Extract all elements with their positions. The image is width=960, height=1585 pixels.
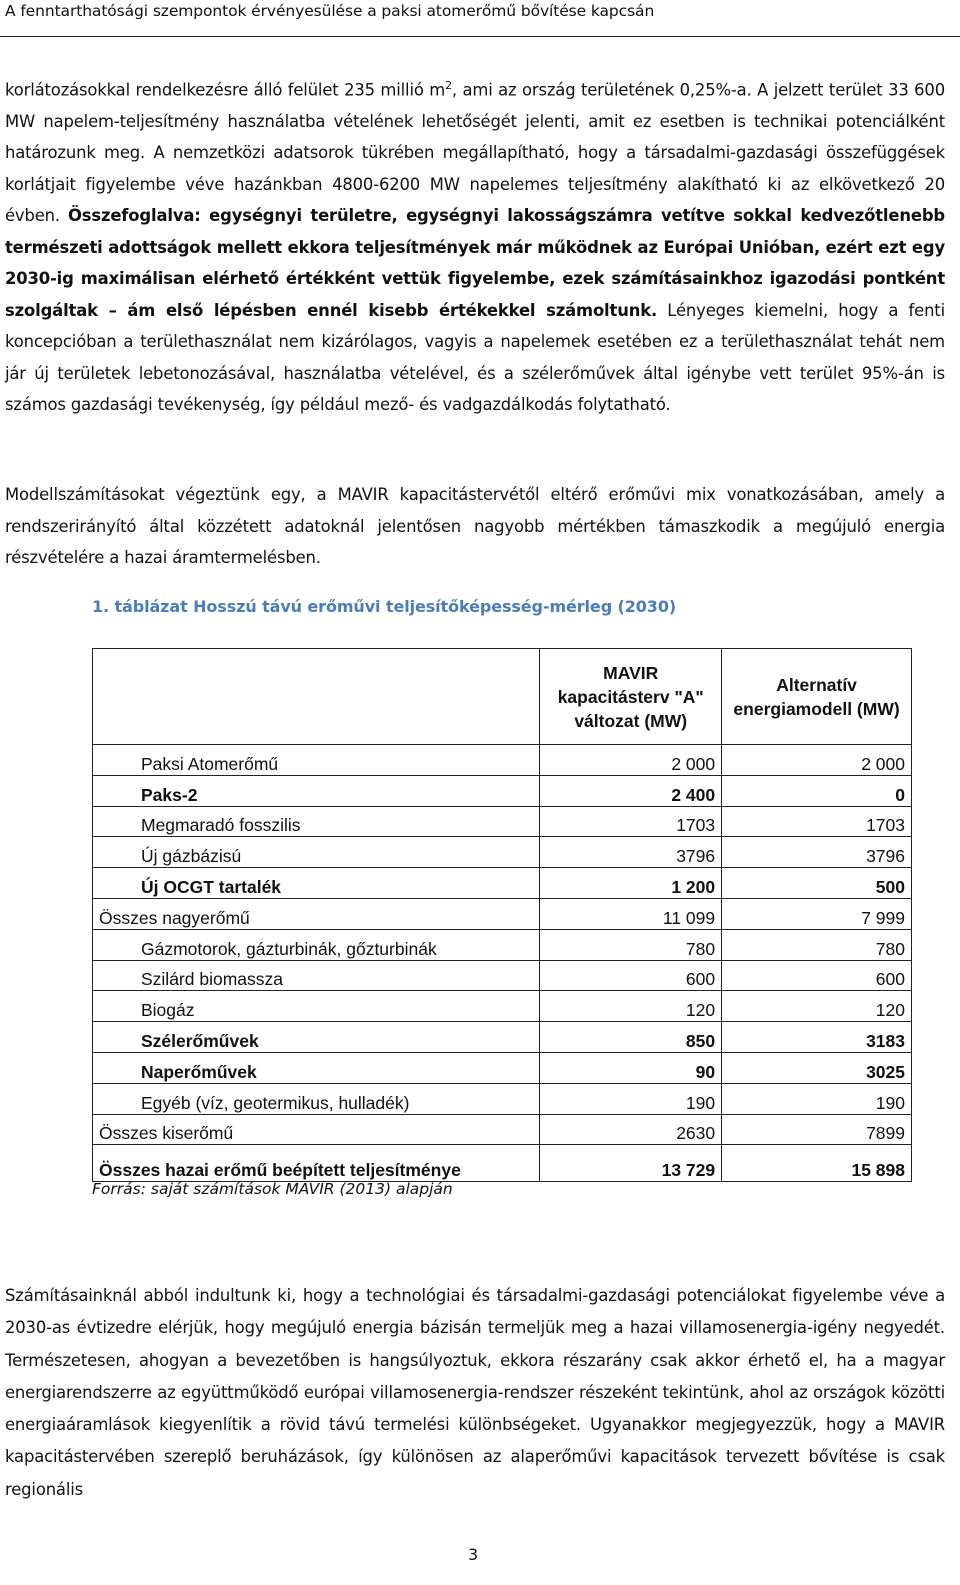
- row-value-alternative: 190: [722, 1083, 912, 1114]
- table-row: [93, 868, 912, 899]
- paragraph-1-bold-summary: Összefoglalva: egységnyi területre, egységnyi lakosságszámra vetítve sokkal kedvezőtlenebb természeti adottságok mellett ekkora teljesítmények már működnek az Európai Unióban, ezért ezt egy 2030-ig maximálisan elérhető értékként vettük figyelembe, ezek számításainkhoz igazodási pontként szolgáltak – ám első lépésben ennél kisebb értékekkel számoltunk.: [5, 206, 945, 320]
- row-value-alternative: 780: [722, 929, 912, 960]
- table-row: [93, 1083, 912, 1114]
- row-value-alternative: 3796: [722, 837, 912, 868]
- row-label: Összes nagyerőmű: [93, 898, 540, 929]
- header-alternative: Alternatív energiamodell (MW): [722, 649, 912, 745]
- table-row: [93, 837, 912, 868]
- row-value-mavir: 90: [540, 1052, 722, 1083]
- page-header: A fenntarthatósági szempontok érvényesülése a paksi atomerőmű bővítése kapcsán: [5, 2, 655, 20]
- paragraph-1-part-b: , ami az ország területének 0,25%-a. A jelzett terület 33 600 MW napelem-teljesítmény használatba vételének lehetőségét jelenti, amit ez esetben is technikai potenciálként határozunk meg. A nemzetközi adatsorok tükrében megállapítható, hogy a társadalmi-gazdasági összefüggések korlátjait figyelembe véve hazánkban 4800-6200 MW napelemes teljesítmény alakítható ki az elkövetkező 20 évben.: [5, 80, 945, 226]
- table-header-row: [93, 649, 912, 745]
- paragraph-1: [5, 70, 945, 421]
- row-value-mavir: 190: [540, 1083, 722, 1114]
- row-label: Paks-2: [93, 775, 540, 806]
- superscript: 2: [445, 79, 452, 92]
- row-value-mavir: 11 099: [540, 898, 722, 929]
- row-value-mavir: 780: [540, 929, 722, 960]
- paragraph-3: Számításainknál abból indultunk ki, hogy a technológiai és társadalmi-gazdasági potenciálokat figyelembe véve a 2030-as évtizedre elérjük, hogy megújuló energia bázisán termeljük meg a hazai villamosenergia-igény negyedét. Természetesen, ahogyan a bevezetőben is hangsúlyoztuk, ekkora részarány csak akkor érhető el, ha a magyar energiarendszerre az együttműködő európai villamosenergia-rendszer részeként tekintünk, ahol az országok közötti energiaáramlások kiegyenlítik a rövid távú termelési különbségeket. Ugyanakkor megjegyezzük, hogy a MAVIR kapacitástervében szereplő beruházások, így különösen az alaperőművi kapacitások tervezett bővítése is csak regionális: [5, 1286, 945, 1499]
- table-row: [93, 929, 912, 960]
- table-row: [93, 1114, 912, 1145]
- row-label: Biogáz: [93, 991, 540, 1022]
- paragraph-1-part-c: Lényeges kiemelni, hogy a fenti koncepcióban a területhasználat nem kizárólagos, vagyis a napelemek esetében ez a területhasználat tehát nem jár új területek lebetonozásával, használatba vételével, és a szélerőművek által igénybe vett terület 95%-án is számos gazdasági tevékenység, így például mező- és vadgazdálkodás folytatható.: [5, 300, 945, 415]
- row-label: Egyéb (víz, geotermikus, hulladék): [93, 1083, 540, 1114]
- table-row: [93, 775, 912, 806]
- row-value-mavir: 2630: [540, 1114, 722, 1145]
- paragraph-2: Modellszámításokat végeztünk egy, a MAVIR kapacitástervétől eltérő erőművi mix vonatkozásában, amely a rendszerirányító által közzétett adatoknál jelentősen nagyobb mértékben támaszkodik a megújuló energia részvételére a hazai áramtermelésben.: [5, 485, 945, 567]
- row-label: Összes kiserőmű: [93, 1114, 540, 1145]
- row-value-alternative: 500: [722, 868, 912, 899]
- row-value-mavir: 600: [540, 960, 722, 991]
- row-value-alternative: 3025: [722, 1052, 912, 1083]
- table-row: [93, 960, 912, 991]
- row-label: Szélerőművek: [93, 1022, 540, 1053]
- row-value-alternative: 15 898: [722, 1145, 912, 1182]
- table-caption: 1. táblázat Hosszú távú erőművi teljesítőképesség-mérleg (2030): [92, 597, 677, 616]
- page-number: 3: [468, 1545, 479, 1564]
- row-value-alternative: 0: [722, 775, 912, 806]
- row-value-mavir: 120: [540, 991, 722, 1022]
- paragraph-1-part-a: korlátozásokkal rendelkezésre álló felület 235 millió m: [5, 80, 446, 100]
- row-value-mavir: 2 400: [540, 775, 722, 806]
- table-row: [93, 898, 912, 929]
- row-label: Szilárd biomassza: [93, 960, 540, 991]
- row-value-alternative: 2 000: [722, 745, 912, 776]
- row-value-alternative: 3183: [722, 1022, 912, 1053]
- header-mavir: MAVIR kapacitásterv "A" változat (MW): [540, 649, 722, 745]
- row-value-mavir: 850: [540, 1022, 722, 1053]
- table-row-total: [93, 1145, 912, 1182]
- header-divider: [0, 36, 960, 37]
- row-label: Összes hazai erőmű beépített teljesítménye: [93, 1145, 540, 1182]
- row-value-alternative: 600: [722, 960, 912, 991]
- row-value-mavir: 1 200: [540, 868, 722, 899]
- row-value-mavir: 2 000: [540, 745, 722, 776]
- capacity-table: [92, 648, 912, 1182]
- table-row: [93, 1052, 912, 1083]
- table-row: [93, 806, 912, 837]
- row-label: Megmaradó fosszilis: [93, 806, 540, 837]
- row-label: Paksi Atomerőmű: [93, 745, 540, 776]
- row-label: Naperőművek: [93, 1052, 540, 1083]
- row-label: Új OCGT tartalék: [93, 868, 540, 899]
- row-value-alternative: 7899: [722, 1114, 912, 1145]
- row-label: Gázmotorok, gázturbinák, gőzturbinák: [93, 929, 540, 960]
- table-row: [93, 745, 912, 776]
- row-value-mavir: 3796: [540, 837, 722, 868]
- table-row: [93, 991, 912, 1022]
- row-value-alternative: 7 999: [722, 898, 912, 929]
- row-value-mavir: 13 729: [540, 1145, 722, 1182]
- table-row: [93, 1022, 912, 1053]
- row-value-alternative: 120: [722, 991, 912, 1022]
- row-label: Új gázbázisú: [93, 837, 540, 868]
- header-empty-cell: [93, 649, 540, 745]
- table-source-note: Forrás: saját számítások MAVIR (2013) alapján: [92, 1180, 453, 1198]
- row-value-mavir: 1703: [540, 806, 722, 837]
- row-value-alternative: 1703: [722, 806, 912, 837]
